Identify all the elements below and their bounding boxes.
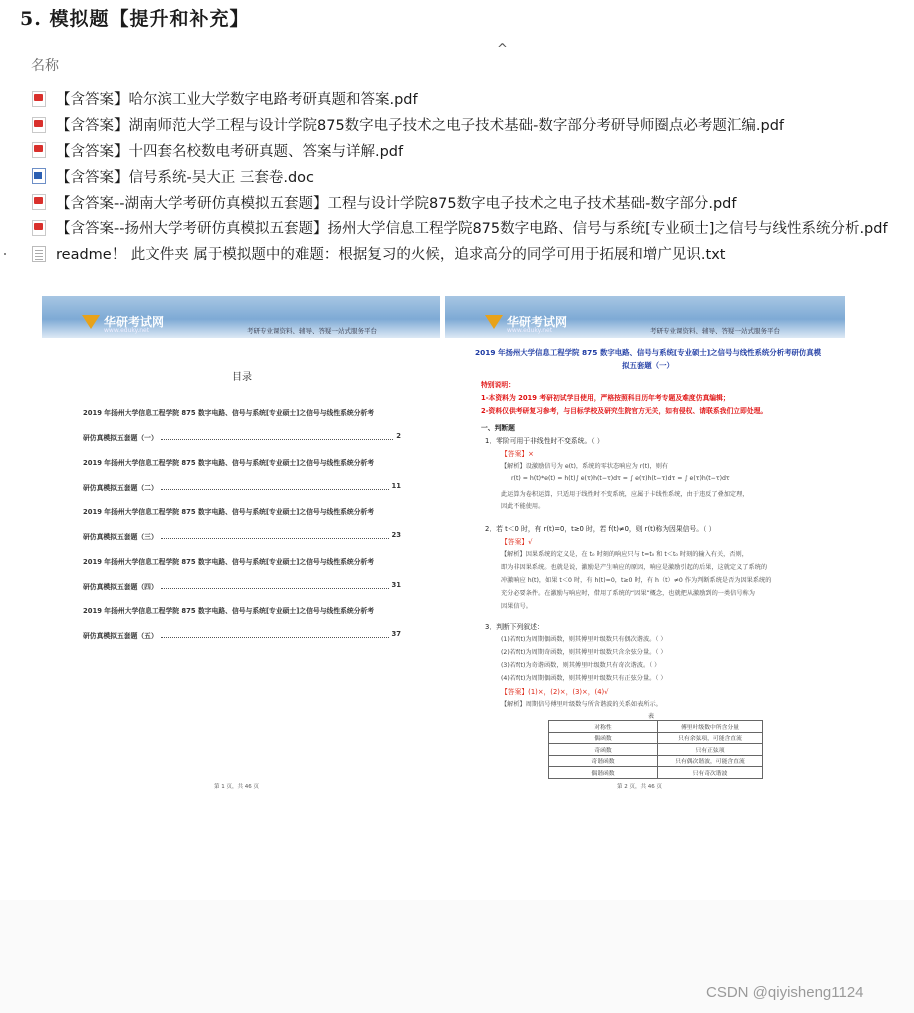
site-logo: [485, 315, 568, 334]
notice-label: 特别说明：: [481, 381, 515, 389]
section-heading: 一、判断题: [481, 424, 515, 432]
document-preview-page-2: [445, 296, 845, 798]
table-cell: 奇函数: [549, 744, 658, 756]
table-cell: 奇谐函数: [549, 755, 658, 767]
file-name[interactable]: 【含答案】十四套名校数电考研真题、答案与详解.pdf: [56, 143, 404, 160]
toc-entry-line1: 2019 年扬州大学信息工程学院 875 数字电路、信号与系统[专业硕士]之信号与线性系统分析考: [83, 409, 375, 417]
table-cell: 只有奇次谐波: [658, 767, 763, 779]
toc-entry-label: 研仿真模拟五套题（二）: [83, 484, 158, 492]
sub-question: (2)若f(t)为周期奇函数，则其傅里叶级数只含余弦分量。（ ）: [501, 649, 667, 656]
toc-entry-line2: [83, 432, 401, 442]
marker-dot: [4, 253, 6, 255]
file-name[interactable]: 【含答案】哈尔滨工业大学数字电路考研真题和答案.pdf: [56, 92, 418, 109]
toc-entry-label: 研仿真模拟五套题（一）: [83, 434, 158, 442]
file-row[interactable]: [32, 138, 888, 164]
explanation: 因此不能使用。: [501, 503, 545, 510]
page-banner: [42, 296, 440, 338]
logo-url: www.eduky.net: [104, 327, 150, 334]
pdf-file-icon: [32, 220, 46, 236]
table-cell: 只有余弦项，可能含直流: [658, 732, 763, 744]
pdf-file-icon: [32, 194, 46, 210]
file-row[interactable]: [32, 86, 888, 112]
doc-file-icon: [32, 168, 46, 184]
toc-entry-label: 研仿真模拟五套题（五）: [83, 632, 158, 640]
name-column-header[interactable]: 名称: [31, 58, 59, 74]
table-cell: 只有偶次谐波，可能含直流: [658, 755, 763, 767]
sub-question: (4)若f(t)为周期偶函数，则其傅里叶级数只有正弦分量。（ ）: [501, 675, 667, 682]
exam-title: 2019 年扬州大学信息工程学院 875 数字电路、信号与系统[专业硕士]之信号与线性系统分析考研仿真模拟五套题（一）: [474, 348, 822, 370]
pdf-file-icon: [32, 117, 46, 133]
table-row: [549, 732, 763, 744]
toc-entry-page: 37: [391, 630, 401, 638]
table-row: [549, 721, 763, 733]
toc-title: 目录: [232, 372, 252, 383]
sub-question: (1)若f(t)为周期偶函数，则其傅里叶级数只有偶次谐波。（ ）: [501, 636, 667, 643]
explanation: 【解析】因果系统的定义是，在 t₀ 时刻的响应只与 t=t₀ 和 t＜t₀ 时刻的输入有关，否则，: [501, 551, 748, 558]
sub-question: (3)若f(t)为奇谐函数，则其傅里叶级数只有奇次谐波。（ ）: [501, 662, 661, 669]
explanation: 即为非因果系统。也就是说，激励是产生响应的原因，响应是激励引起的后果，这就定义了系统的: [501, 564, 768, 571]
pdf-file-icon: [32, 91, 46, 107]
toc-leader: [161, 630, 389, 638]
file-name[interactable]: readme！ 此文件夹 属于模拟题中的难题：根据复习的火候，追求高分的同学可用于拓展和增广见识.txt: [56, 247, 726, 264]
toc-entry-page: 23: [391, 531, 401, 539]
toc-entry-line1: 2019 年扬州大学信息工程学院 875 数字电路、信号与系统[专业硕士]之信号与线性系统分析考: [83, 459, 375, 467]
explanation: 充分必要条件。在激励与响应时，借用了系统的“因果”概念，也就把从激励到的一类信号称为: [501, 590, 755, 597]
file-name[interactable]: 【含答案--湖南大学考研仿真模拟五套题】工程与设计学院875数字电子技术之电子技术基础-数字部分.pdf: [56, 195, 737, 212]
toc-entry-line2: [83, 630, 401, 640]
document-preview-page-1: [42, 296, 440, 798]
toc-entry-line1: 2019 年扬州大学信息工程学院 875 数字电路、信号与系统[专业硕士]之信号与线性系统分析考: [83, 508, 375, 516]
table-caption: 表: [648, 713, 655, 720]
toc-leader: [161, 482, 389, 490]
logo-mark-icon: [485, 315, 503, 329]
section-heading: 5. 模拟题【提升和补充】: [20, 8, 250, 30]
explanation: 此运算为卷积运算，只适用于线性时不变系统，应属于卡线性系统，由于违反了叠加定理，: [501, 491, 749, 498]
toc-entry-line2: [83, 482, 401, 492]
question: 3．判断下列叙述：: [485, 623, 544, 631]
toc-entry-line1: 2019 年扬州大学信息工程学院 875 数字电路、信号与系统[专业硕士]之信号与线性系统分析考: [83, 558, 375, 566]
question: 1．零阶可用于非线性时不变系统。（ ）: [485, 437, 604, 445]
toc-entry-label: 研仿真模拟五套题（三）: [83, 533, 158, 541]
logo-text: 华研考试网: [507, 315, 568, 329]
table-cell: 对称性: [549, 721, 658, 733]
toc-leader: [161, 531, 389, 539]
file-row[interactable]: [32, 241, 888, 267]
page-footer: 第 2 页，共 46 页: [617, 784, 662, 790]
question: 2．若 t＜0 时，有 r(t)=0，t≥0 时，若 f(t)≠0，则 r(t)称为因果信号。（ ）: [485, 525, 716, 533]
banner-tagline: 考研专业课资料、辅导、答疑一站式服务平台: [247, 327, 377, 335]
logo-text: 华研考试网: [104, 315, 165, 329]
table-row: [549, 755, 763, 767]
table-cell: 傅里叶级数中所含分量: [658, 721, 763, 733]
file-name[interactable]: 【含答案--扬州大学考研仿真模拟五套题】扬州大学信息工程学院875数字电路、信号与系统[专业硕士]之信号与线性系统分析.pdf: [56, 221, 888, 238]
file-list: [32, 86, 888, 267]
notice-line: 2-资料仅供考研复习参考，与目标学校及研究生院官方无关，如有侵权、请联系我们立即处理。: [481, 407, 768, 415]
toc-entry-page: 31: [391, 581, 401, 589]
file-row[interactable]: [32, 215, 888, 241]
file-row[interactable]: [32, 112, 888, 138]
toc-entry-page: 11: [391, 482, 401, 490]
scroll-up-icon[interactable]: ^: [497, 42, 508, 57]
explanation: 因果信号。: [501, 603, 532, 610]
file-explorer-panel: [10, 44, 890, 294]
page-footer: 第 1 页，共 46 页: [214, 784, 259, 790]
file-row[interactable]: [32, 189, 888, 215]
table-row: [549, 744, 763, 756]
csdn-watermark: CSDN @qiyisheng1124: [706, 984, 864, 1001]
explanation: 【解析】周期信号傅里叶级数与所含谐波的关系如表所示。: [501, 701, 662, 708]
file-name[interactable]: 【含答案】信号系统-吴大正 三套卷.doc: [56, 169, 314, 186]
logo-mark-icon: [82, 315, 100, 329]
answer: 【答案】×: [501, 450, 534, 458]
pdf-file-icon: [32, 142, 46, 158]
answer: 【答案】(1)×，(2)×，(3)×，(4)√: [501, 688, 609, 696]
table-cell: 只有正弦项: [658, 744, 763, 756]
toc-leader: [161, 432, 394, 440]
table-row: [549, 767, 763, 779]
table-cell: 偶函数: [549, 732, 658, 744]
notice-line: 1-本资料为 2019 考研初试学目使用，严格按照科目历年考专题及难度仿真编辑；: [481, 394, 730, 402]
toc-entry-page: 2: [396, 432, 401, 440]
toc-entry-line1: 2019 年扬州大学信息工程学院 875 数字电路、信号与系统[专业硕士]之信号与线性系统分析考: [83, 607, 375, 615]
explanation: 【解析】设激励信号为 e(t)，系统的零状态响应为 r(t)，则有: [501, 463, 669, 470]
explanation: 冲激响应 h(t)，如果 t＜0 时，有 h(t)=0，t≥0 时，有 h（t）≠0 作为判断系统是否为因果系统的: [501, 577, 772, 584]
file-row[interactable]: [32, 163, 888, 189]
file-name[interactable]: 【含答案】湖南师范大学工程与设计学院875数字电子技术之电子技术基础-数字部分考研导师圈点必考题汇编.pdf: [56, 118, 785, 135]
table-cell: 偶谐函数: [549, 767, 658, 779]
symmetry-table: [548, 720, 763, 779]
formula: r(t) = h(t)*e(t) = h(t)∫ e(τ)h(t−τ)dτ = ∫ e(τ)h(t−τ)dτ = ∫ e(τ)h(t−τ)dτ: [511, 475, 730, 482]
site-logo: [82, 315, 165, 334]
page-banner: [445, 296, 845, 338]
banner-tagline: 考研专业课资料、辅导、答疑一站式服务平台: [650, 327, 780, 335]
answer: 【答案】√: [501, 538, 533, 546]
toc-entry-line2: [83, 581, 401, 591]
toc-entry-label: 研仿真模拟五套题（四）: [83, 583, 158, 591]
logo-url: www.eduky.net: [507, 327, 553, 334]
toc-leader: [161, 581, 389, 589]
toc-entry-line2: [83, 531, 401, 541]
txt-file-icon: [32, 246, 46, 262]
